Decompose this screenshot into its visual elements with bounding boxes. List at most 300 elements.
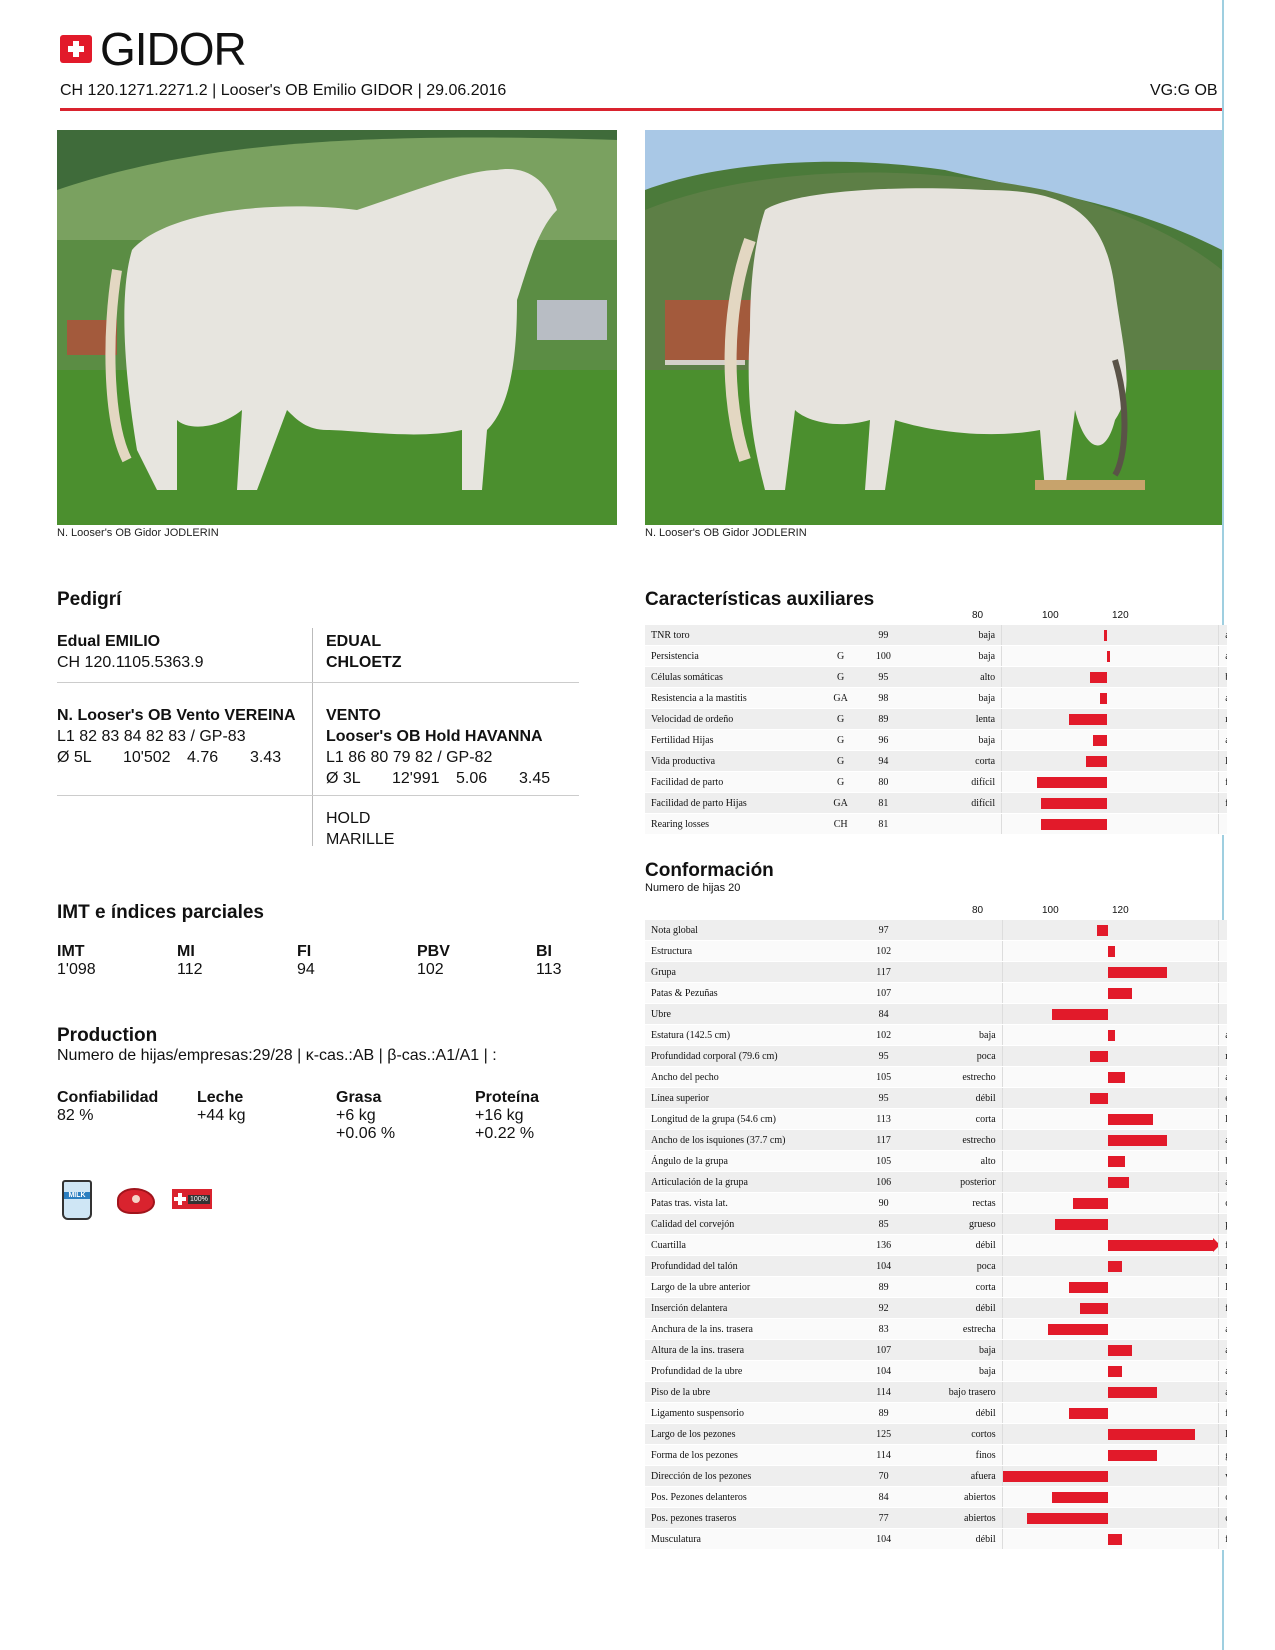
trait-value: 113 bbox=[861, 1109, 907, 1130]
trait-bar-cell bbox=[1002, 1256, 1219, 1277]
trait-low-label: abiertos bbox=[906, 1508, 1002, 1529]
trait-low-label: baja bbox=[906, 730, 1001, 751]
trait-low-label: baja bbox=[906, 1340, 1002, 1361]
mi-item bbox=[177, 943, 277, 979]
trait-value: 100 bbox=[861, 646, 907, 667]
trait-code: G bbox=[821, 772, 861, 793]
trait-bar bbox=[1052, 1009, 1108, 1020]
trait-row bbox=[645, 772, 1275, 793]
trait-low-label: poca bbox=[906, 1256, 1002, 1277]
pbv-value: 102 bbox=[417, 961, 444, 978]
aux-title: Características auxiliares bbox=[645, 589, 875, 610]
production-subtitle: Numero de hijas/empresas:29/28 | κ-cas.:AB | β-cas.:A1/A1 | : bbox=[57, 1047, 497, 1064]
trait-value: 105 bbox=[861, 1151, 907, 1172]
trait-row bbox=[645, 1235, 1275, 1256]
trait-value: 114 bbox=[861, 1382, 907, 1403]
dam-stat-lact: Ø 5L bbox=[57, 749, 92, 766]
trait-bar-cell bbox=[1002, 941, 1219, 962]
trait-name: Vida productiva bbox=[645, 751, 821, 772]
trait-bar-cell bbox=[1002, 1130, 1219, 1151]
trait-bar bbox=[1093, 735, 1107, 746]
trait-row bbox=[645, 1508, 1275, 1529]
trait-bar-cell bbox=[1002, 1025, 1219, 1046]
reliability-label: Confiabilidad bbox=[57, 1089, 159, 1106]
trait-row bbox=[645, 941, 1275, 962]
trait-bar bbox=[1104, 630, 1108, 641]
protein-kg-value: +16 kg bbox=[475, 1107, 524, 1124]
trait-bar-cell bbox=[1002, 667, 1219, 688]
trait-row bbox=[645, 920, 1275, 941]
trait-code: G bbox=[821, 667, 861, 688]
trait-low-label bbox=[906, 920, 1002, 941]
trait-bar bbox=[1108, 1030, 1115, 1041]
trait-bar-cell bbox=[1002, 625, 1219, 646]
trait-bar bbox=[1108, 1261, 1122, 1272]
trait-low-label: baja bbox=[906, 1025, 1002, 1046]
swiss-flag-icon bbox=[60, 35, 92, 63]
trait-code: G bbox=[821, 646, 861, 667]
trait-low-label: abiertos bbox=[906, 1487, 1002, 1508]
trait-name: Facilidad de parto Hijas bbox=[645, 793, 821, 814]
trait-value: 106 bbox=[861, 1172, 907, 1193]
trait-bar-cell bbox=[1002, 1067, 1219, 1088]
trait-code bbox=[821, 962, 860, 983]
trait-value: 80 bbox=[861, 772, 907, 793]
trait-row bbox=[645, 1298, 1275, 1319]
trait-code bbox=[821, 1382, 860, 1403]
trait-bar-cell bbox=[1002, 920, 1219, 941]
pedigree-divider-vertical bbox=[312, 628, 313, 846]
trait-row bbox=[645, 688, 1275, 709]
trait-code bbox=[821, 1466, 860, 1487]
trait-row bbox=[645, 1340, 1275, 1361]
trait-bar bbox=[1108, 1156, 1126, 1167]
trait-bar-cell bbox=[1002, 1508, 1219, 1529]
trait-bar bbox=[1041, 798, 1108, 809]
conf-scale-120: 120 bbox=[1112, 905, 1129, 916]
trait-low-label bbox=[906, 962, 1002, 983]
trait-bar-cell bbox=[1002, 1529, 1219, 1550]
trait-row bbox=[645, 1487, 1275, 1508]
pedigree-ddd bbox=[326, 808, 394, 850]
trait-low-label: afuera bbox=[906, 1466, 1002, 1487]
trait-name: Profundidad de la ubre bbox=[645, 1361, 821, 1382]
trait-name: Patas tras. vista lat. bbox=[645, 1193, 821, 1214]
dam-dam: Looser's OB Hold HAVANNA bbox=[326, 728, 543, 745]
sire-dam: CHLOETZ bbox=[326, 654, 402, 671]
trait-code: GA bbox=[821, 793, 861, 814]
trait-low-label: alto bbox=[906, 667, 1001, 688]
trait-name: Forma de los pezones bbox=[645, 1445, 821, 1466]
aux-scale-100: 100 bbox=[1042, 610, 1059, 621]
trait-name: Facilidad de parto bbox=[645, 772, 821, 793]
trait-code bbox=[821, 1319, 860, 1340]
dam-stat-fat: 4.76 bbox=[187, 749, 219, 766]
trait-row bbox=[645, 1319, 1275, 1340]
trait-low-label: difícil bbox=[906, 772, 1001, 793]
trait-value: 96 bbox=[861, 730, 907, 751]
trait-low-label: estrecha bbox=[906, 1319, 1002, 1340]
sire-id: CH 120.1105.5363.9 bbox=[57, 654, 204, 671]
trait-bar bbox=[1003, 1471, 1108, 1482]
sire-sire: EDUAL bbox=[326, 633, 382, 650]
trait-bar-cell bbox=[1002, 1151, 1219, 1172]
trait-row bbox=[645, 751, 1275, 772]
trait-bar bbox=[1108, 1429, 1196, 1440]
bi-label: BI bbox=[536, 943, 552, 960]
trait-code bbox=[821, 1508, 860, 1529]
trait-value: 89 bbox=[861, 1403, 907, 1424]
trait-bar-cell bbox=[1002, 646, 1219, 667]
trait-name: TNR toro bbox=[645, 625, 821, 646]
trait-code bbox=[821, 1151, 860, 1172]
trait-name: Ancho del pecho bbox=[645, 1067, 821, 1088]
trait-bar-cell bbox=[1002, 1487, 1219, 1508]
trait-code bbox=[821, 1298, 860, 1319]
trait-row bbox=[645, 1256, 1275, 1277]
trait-row bbox=[645, 1445, 1275, 1466]
trait-value: 95 bbox=[861, 667, 907, 688]
trait-low-label: baja bbox=[906, 625, 1001, 646]
mi-label: MI bbox=[177, 943, 195, 960]
trait-code bbox=[821, 1256, 860, 1277]
reliability-value: 82 % bbox=[57, 1107, 94, 1124]
trait-row bbox=[645, 1067, 1275, 1088]
trait-bar-cell bbox=[1002, 1403, 1219, 1424]
trait-code bbox=[821, 1067, 860, 1088]
conf-table bbox=[645, 920, 1275, 1550]
trait-code: GA bbox=[821, 688, 861, 709]
dam-dam-stat-milk: 12'991 bbox=[392, 770, 440, 787]
trait-value: 98 bbox=[861, 688, 907, 709]
trait-low-label: baja bbox=[906, 1361, 1002, 1382]
trait-low-label: corta bbox=[906, 1109, 1002, 1130]
trait-row bbox=[645, 625, 1275, 646]
swiss-flag-label: 100% bbox=[190, 1195, 208, 1203]
trait-bar bbox=[1108, 1177, 1129, 1188]
trait-low-label: estrecho bbox=[906, 1130, 1002, 1151]
trait-code: G bbox=[821, 730, 861, 751]
milk-icon bbox=[62, 1180, 92, 1220]
trait-row bbox=[645, 1046, 1275, 1067]
trait-name: Altura de la ins. trasera bbox=[645, 1340, 821, 1361]
trait-name: Estatura (142.5 cm) bbox=[645, 1025, 821, 1046]
trait-bar bbox=[1086, 756, 1107, 767]
trait-low-label: posterior bbox=[906, 1172, 1002, 1193]
pedigree-sire-parents bbox=[326, 631, 402, 673]
trait-name: Nota global bbox=[645, 920, 821, 941]
trait-low-label: rectas bbox=[906, 1193, 1002, 1214]
trait-row bbox=[645, 1382, 1275, 1403]
trait-name: Línea superior bbox=[645, 1088, 821, 1109]
pbv-item bbox=[417, 943, 517, 979]
trait-bar bbox=[1100, 693, 1107, 704]
trait-bar-cell bbox=[1002, 1424, 1219, 1445]
dam-sire: VENTO bbox=[326, 707, 381, 724]
trait-bar-cell bbox=[1002, 1193, 1219, 1214]
trait-bar bbox=[1097, 925, 1108, 936]
trait-code bbox=[821, 1088, 860, 1109]
trait-code bbox=[821, 1403, 860, 1424]
trait-row bbox=[645, 1025, 1275, 1046]
trait-value: 81 bbox=[861, 814, 907, 835]
meat-icon bbox=[117, 1188, 155, 1214]
trait-row bbox=[645, 962, 1275, 983]
aux-scale-80: 80 bbox=[972, 610, 984, 621]
trait-bar-cell bbox=[1002, 1382, 1219, 1403]
trait-row bbox=[645, 1172, 1275, 1193]
trait-value: 89 bbox=[861, 1277, 907, 1298]
milk-label: Leche bbox=[197, 1089, 244, 1106]
aux-table bbox=[645, 625, 1275, 835]
trait-value: 102 bbox=[861, 1025, 907, 1046]
header-divider bbox=[60, 108, 1222, 111]
trait-row bbox=[645, 1214, 1275, 1235]
trait-code: G bbox=[821, 709, 861, 730]
dam-name: N. Looser's OB Vento VEREINA bbox=[57, 707, 296, 724]
pedigree-divider-2 bbox=[57, 795, 579, 796]
trait-code bbox=[821, 1235, 860, 1256]
trait-low-label: lenta bbox=[906, 709, 1001, 730]
trait-row bbox=[645, 709, 1275, 730]
trait-bar bbox=[1080, 1303, 1108, 1314]
trait-name: Persistencia bbox=[645, 646, 821, 667]
trait-value: 83 bbox=[861, 1319, 907, 1340]
page-title bbox=[60, 22, 246, 76]
trait-bar-cell bbox=[1002, 1466, 1219, 1487]
fat-kg-value: +6 kg bbox=[336, 1107, 376, 1124]
dam-dam-stats bbox=[326, 768, 551, 789]
trait-name: Células somáticas bbox=[645, 667, 821, 688]
trait-value: 85 bbox=[861, 1214, 907, 1235]
trait-bar-cell bbox=[1002, 962, 1219, 983]
imt-value: 1'098 bbox=[57, 961, 96, 978]
trait-low-label: difícil bbox=[906, 793, 1001, 814]
trait-low-label: bajo trasero bbox=[906, 1382, 1002, 1403]
trait-code bbox=[821, 1277, 860, 1298]
trait-bar-cell bbox=[1002, 1445, 1219, 1466]
trait-code bbox=[821, 1487, 860, 1508]
trait-code bbox=[821, 1130, 860, 1151]
conf-subtitle: Numero de hijas 20 bbox=[645, 882, 741, 894]
trait-low-label: débil bbox=[906, 1235, 1002, 1256]
trait-bar bbox=[1052, 1492, 1108, 1503]
trait-value: 95 bbox=[861, 1088, 907, 1109]
sire-name: Edual EMILIO bbox=[57, 633, 161, 650]
trait-bar-cell bbox=[1002, 1361, 1219, 1382]
trait-row bbox=[645, 1193, 1275, 1214]
trait-bar-cell bbox=[1002, 1088, 1219, 1109]
trait-row bbox=[645, 667, 1275, 688]
trait-name: Ubre bbox=[645, 1004, 821, 1025]
trait-row bbox=[645, 1361, 1275, 1382]
dam-stats bbox=[57, 747, 296, 768]
milk-icon-label: MILK bbox=[64, 1192, 90, 1199]
trait-row bbox=[645, 1529, 1275, 1550]
trait-name: Ancho de los isquiones (37.7 cm) bbox=[645, 1130, 821, 1151]
trait-row bbox=[645, 793, 1275, 814]
trait-bar bbox=[1108, 1135, 1168, 1146]
trait-row bbox=[645, 983, 1275, 1004]
fi-item bbox=[297, 943, 397, 979]
trait-value: 97 bbox=[861, 920, 907, 941]
mi-value: 112 bbox=[177, 961, 203, 978]
trait-bar bbox=[1037, 777, 1107, 788]
trait-code bbox=[821, 625, 861, 646]
trait-bar-cell bbox=[1002, 772, 1219, 793]
protein-col bbox=[475, 1089, 605, 1143]
trait-row bbox=[645, 1088, 1275, 1109]
trait-value: 92 bbox=[861, 1298, 907, 1319]
trait-low-label: cortos bbox=[906, 1424, 1002, 1445]
trait-code bbox=[821, 983, 860, 1004]
trait-name: Ligamento suspensorio bbox=[645, 1403, 821, 1424]
fat-col bbox=[336, 1089, 466, 1143]
trait-name: Profundidad corporal (79.6 cm) bbox=[645, 1046, 821, 1067]
trait-low-label: finos bbox=[906, 1445, 1002, 1466]
trait-code bbox=[821, 1004, 860, 1025]
milk-value: +44 kg bbox=[197, 1107, 246, 1124]
trait-code bbox=[821, 1109, 860, 1130]
trait-name: Piso de la ubre bbox=[645, 1382, 821, 1403]
trait-name: Inserción delantera bbox=[645, 1298, 821, 1319]
production-title: Production bbox=[57, 1025, 158, 1046]
trait-bar-cell bbox=[1002, 730, 1219, 751]
trait-row bbox=[645, 1151, 1275, 1172]
fi-label: FI bbox=[297, 943, 312, 960]
trait-bar-cell bbox=[1002, 1340, 1219, 1361]
trait-name: Cuartilla bbox=[645, 1235, 821, 1256]
trait-name: Anchura de la ins. trasera bbox=[645, 1319, 821, 1340]
milk-col bbox=[197, 1089, 327, 1125]
trait-row bbox=[645, 1109, 1275, 1130]
trait-name: Musculatura bbox=[645, 1529, 821, 1550]
trait-value: 90 bbox=[861, 1193, 907, 1214]
bull-id-line: CH 120.1271.2271.2 | Looser's OB Emilio GIDOR | 29.06.2016 bbox=[60, 82, 507, 99]
trait-code bbox=[821, 1214, 860, 1235]
trait-bar-cell bbox=[1002, 1319, 1219, 1340]
trait-code bbox=[821, 1046, 860, 1067]
trait-bar bbox=[1108, 1387, 1157, 1398]
trait-code bbox=[821, 1193, 860, 1214]
trait-value: 114 bbox=[861, 1445, 907, 1466]
trait-row bbox=[645, 730, 1275, 751]
dam-stat-milk: 10'502 bbox=[123, 749, 171, 766]
trait-low-label: corta bbox=[906, 751, 1001, 772]
trait-bar-cell bbox=[1002, 793, 1219, 814]
trait-bar bbox=[1090, 1051, 1108, 1062]
pedigree-sire bbox=[57, 631, 203, 673]
bi-value: 113 bbox=[536, 961, 562, 978]
trait-name: Patas & Pezuñas bbox=[645, 983, 821, 1004]
trait-value: 94 bbox=[861, 751, 907, 772]
trait-bar bbox=[1027, 1513, 1108, 1524]
trait-low-label: baja bbox=[906, 646, 1001, 667]
trait-bar-cell bbox=[1002, 1046, 1219, 1067]
trait-name: Velocidad de ordeño bbox=[645, 709, 821, 730]
trait-value: 117 bbox=[861, 1130, 907, 1151]
trait-low-label bbox=[906, 1004, 1002, 1025]
cow-photo-side bbox=[57, 130, 617, 525]
trait-value: 125 bbox=[861, 1424, 907, 1445]
imt-title: IMT e índices parciales bbox=[57, 902, 264, 923]
trait-bar-cell bbox=[1002, 1214, 1219, 1235]
trait-row bbox=[645, 1277, 1275, 1298]
trait-low-label: grueso bbox=[906, 1214, 1002, 1235]
imt-item bbox=[57, 943, 157, 979]
trait-code bbox=[821, 920, 860, 941]
trait-low-label bbox=[906, 941, 1002, 962]
fi-value: 94 bbox=[297, 961, 315, 978]
protein-label: Proteína bbox=[475, 1089, 540, 1106]
trait-bar bbox=[1108, 1345, 1133, 1356]
ddd-dam: MARILLE bbox=[326, 831, 395, 848]
trait-name: Ángulo de la grupa bbox=[645, 1151, 821, 1172]
trait-bar bbox=[1048, 1324, 1108, 1335]
trait-code bbox=[821, 1445, 860, 1466]
trait-bar-cell bbox=[1002, 983, 1219, 1004]
trait-bar-cell bbox=[1002, 1004, 1219, 1025]
conf-scale-80: 80 bbox=[972, 905, 984, 916]
pedigree-dam bbox=[57, 705, 296, 768]
trait-bar bbox=[1108, 1114, 1154, 1125]
trait-bar-cell bbox=[1002, 814, 1219, 835]
fat-pct-value: +0.06 % bbox=[336, 1125, 396, 1142]
pbv-label: PBV bbox=[417, 943, 450, 960]
protein-pct-value: +0.22 % bbox=[475, 1125, 535, 1142]
trait-code bbox=[821, 1172, 860, 1193]
dam-dam-stat-fat: 5.06 bbox=[456, 770, 488, 787]
fat-label: Grasa bbox=[336, 1089, 382, 1106]
trait-code bbox=[821, 1025, 860, 1046]
trait-row bbox=[645, 1130, 1275, 1151]
photo-caption-right: N. Looser's OB Gidor JODLERIN bbox=[645, 527, 807, 539]
trait-name: Rearing losses bbox=[645, 814, 821, 835]
trait-name: Estructura bbox=[645, 941, 821, 962]
trait-bar bbox=[1107, 651, 1110, 662]
trait-value: 105 bbox=[861, 1067, 907, 1088]
trait-row bbox=[645, 1424, 1275, 1445]
trait-name: Largo de la ubre anterior bbox=[645, 1277, 821, 1298]
trait-value: 104 bbox=[861, 1529, 907, 1550]
trait-bar-cell bbox=[1002, 688, 1219, 709]
trait-value: 136 bbox=[861, 1235, 907, 1256]
trait-value: 95 bbox=[861, 1046, 907, 1067]
pedigree-title: Pedigrí bbox=[57, 589, 122, 610]
trait-bar bbox=[1073, 1198, 1108, 1209]
trait-code bbox=[821, 1529, 860, 1550]
trait-bar bbox=[1069, 714, 1108, 725]
trait-code: G bbox=[821, 751, 861, 772]
header-right-label: VG:G OB bbox=[1150, 82, 1218, 99]
trait-value: 99 bbox=[861, 625, 907, 646]
swiss-flag-icon bbox=[172, 1189, 212, 1209]
trait-low-label bbox=[906, 814, 1001, 835]
trait-name: Largo de los pezones bbox=[645, 1424, 821, 1445]
trait-name: Articulación de la grupa bbox=[645, 1172, 821, 1193]
trait-bar bbox=[1090, 672, 1108, 683]
trait-bar bbox=[1090, 1093, 1108, 1104]
trait-low-label: débil bbox=[906, 1403, 1002, 1424]
trait-value: 102 bbox=[861, 941, 907, 962]
trait-bar-cell bbox=[1002, 1298, 1219, 1319]
trait-value: 104 bbox=[861, 1361, 907, 1382]
trait-value: 107 bbox=[861, 983, 907, 1004]
trait-value: 70 bbox=[861, 1466, 907, 1487]
cow-photo-grazing bbox=[645, 130, 1222, 525]
trait-row bbox=[645, 814, 1275, 835]
trait-row bbox=[645, 1466, 1275, 1487]
